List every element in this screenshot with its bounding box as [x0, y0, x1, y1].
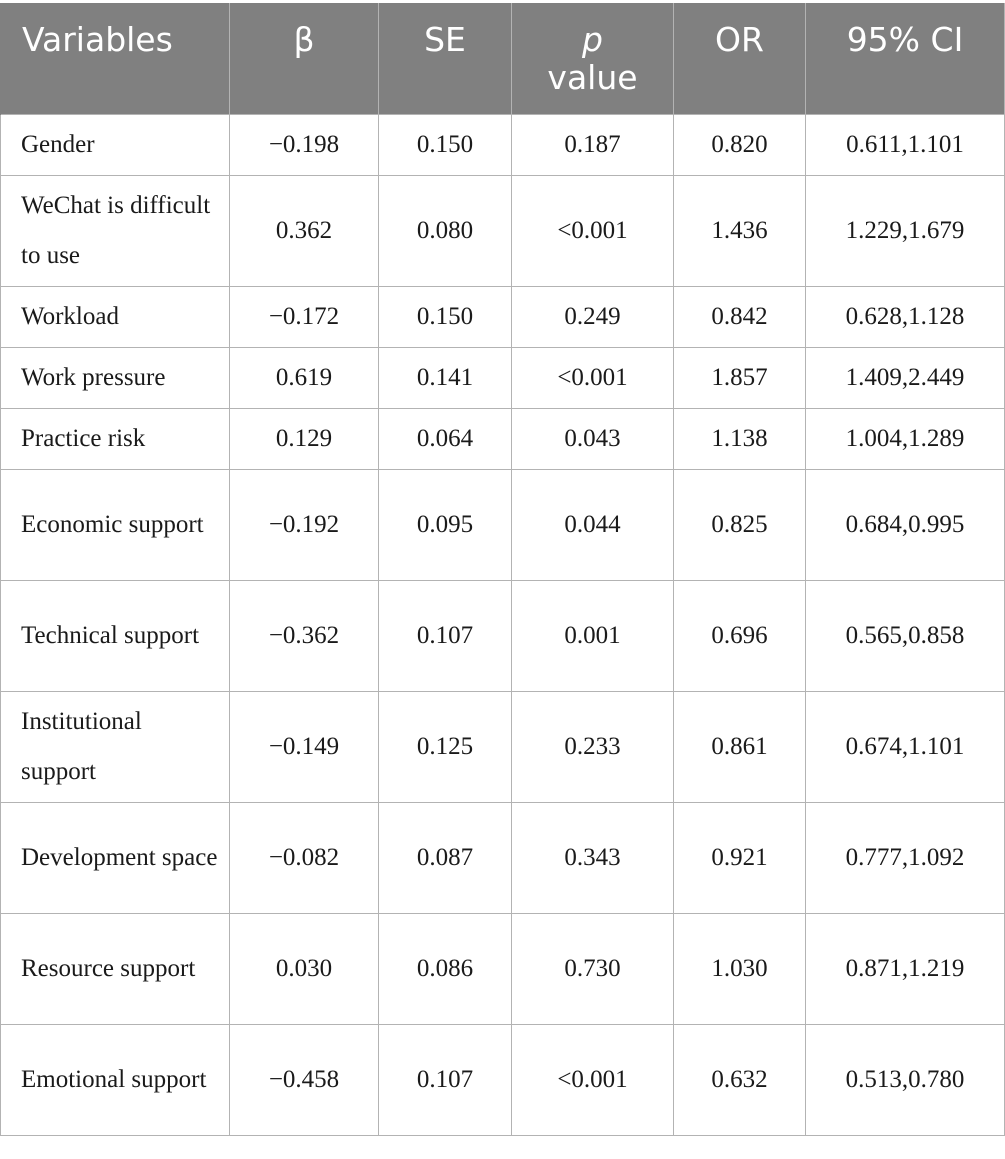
header-ci: 95% CI: [806, 3, 1005, 114]
cell-p: 0.043: [512, 408, 674, 469]
cell-ci: 0.513,0.780: [806, 1024, 1005, 1135]
header-or: OR: [674, 3, 806, 114]
table-row: [1, 408, 1005, 469]
table-row: [1, 114, 1005, 175]
cell-or: 1.436: [674, 175, 806, 286]
cell-beta: −0.198: [230, 114, 379, 175]
cell-p: 0.249: [512, 286, 674, 347]
cell-or: 0.820: [674, 114, 806, 175]
table-row: [1, 347, 1005, 408]
table-row: [1, 580, 1005, 691]
cell-se: 0.080: [379, 175, 512, 286]
cell-variable: Institutional support: [1, 691, 230, 802]
header-p-italic: p: [582, 20, 603, 59]
cell-p: 0.343: [512, 802, 674, 913]
cell-p: <0.001: [512, 175, 674, 286]
table-row: [1, 913, 1005, 1024]
cell-se: 0.150: [379, 286, 512, 347]
cell-ci: 0.684,0.995: [806, 469, 1005, 580]
cell-variable: Resource support: [1, 913, 230, 1024]
cell-variable: Workload: [1, 286, 230, 347]
table-row: [1, 286, 1005, 347]
cell-se: 0.150: [379, 114, 512, 175]
cell-ci: 0.565,0.858: [806, 580, 1005, 691]
cell-se: 0.087: [379, 802, 512, 913]
cell-beta: −0.458: [230, 1024, 379, 1135]
cell-beta: −0.172: [230, 286, 379, 347]
cell-se: 0.125: [379, 691, 512, 802]
cell-or: 0.861: [674, 691, 806, 802]
cell-ci: 0.611,1.101: [806, 114, 1005, 175]
header-variables: Variables: [1, 3, 230, 114]
cell-ci: 0.777,1.092: [806, 802, 1005, 913]
cell-se: 0.095: [379, 469, 512, 580]
cell-variable: Gender: [1, 114, 230, 175]
table-row: [1, 175, 1005, 286]
cell-variable: Practice risk: [1, 408, 230, 469]
cell-variable: Technical support: [1, 580, 230, 691]
cell-p: <0.001: [512, 1024, 674, 1135]
cell-se: 0.141: [379, 347, 512, 408]
cell-beta: 0.129: [230, 408, 379, 469]
cell-or: 1.857: [674, 347, 806, 408]
cell-p: 0.187: [512, 114, 674, 175]
cell-ci: 0.628,1.128: [806, 286, 1005, 347]
header-se: SE: [379, 3, 512, 114]
cell-beta: −0.149: [230, 691, 379, 802]
cell-or: 0.632: [674, 1024, 806, 1135]
cell-beta: 0.362: [230, 175, 379, 286]
cell-beta: −0.192: [230, 469, 379, 580]
cell-p: 0.233: [512, 691, 674, 802]
cell-or: 1.138: [674, 408, 806, 469]
cell-or: 0.842: [674, 286, 806, 347]
cell-p: 0.044: [512, 469, 674, 580]
table-row: [1, 469, 1005, 580]
table-row: [1, 802, 1005, 913]
cell-se: 0.086: [379, 913, 512, 1024]
header-beta: β: [230, 3, 379, 114]
cell-or: 0.696: [674, 580, 806, 691]
cell-or: 0.825: [674, 469, 806, 580]
cell-beta: 0.619: [230, 347, 379, 408]
cell-beta: 0.030: [230, 913, 379, 1024]
cell-p: <0.001: [512, 347, 674, 408]
header-row: [1, 3, 1005, 114]
cell-p: 0.730: [512, 913, 674, 1024]
header-p-value-label: value: [547, 58, 638, 97]
cell-se: 0.107: [379, 1024, 512, 1135]
table-row: [1, 691, 1005, 802]
cell-ci: 1.409,2.449: [806, 347, 1005, 408]
cell-variable: Economic support: [1, 469, 230, 580]
cell-ci: 1.004,1.289: [806, 408, 1005, 469]
cell-p: 0.001: [512, 580, 674, 691]
regression-results-table: [0, 3, 1005, 1136]
cell-variable: Development space: [1, 802, 230, 913]
cell-ci: 1.229,1.679: [806, 175, 1005, 286]
cell-variable: WeChat is difficult to use: [1, 175, 230, 286]
cell-variable: Work pressure: [1, 347, 230, 408]
cell-variable: Emotional support: [1, 1024, 230, 1135]
table-header: [1, 3, 1005, 114]
cell-se: 0.107: [379, 580, 512, 691]
cell-beta: −0.362: [230, 580, 379, 691]
cell-or: 1.030: [674, 913, 806, 1024]
cell-ci: 0.871,1.219: [806, 913, 1005, 1024]
header-p-value: [512, 3, 674, 114]
cell-se: 0.064: [379, 408, 512, 469]
cell-or: 0.921: [674, 802, 806, 913]
table-body: [1, 114, 1005, 1135]
cell-ci: 0.674,1.101: [806, 691, 1005, 802]
table-row: [1, 1024, 1005, 1135]
cell-beta: −0.082: [230, 802, 379, 913]
